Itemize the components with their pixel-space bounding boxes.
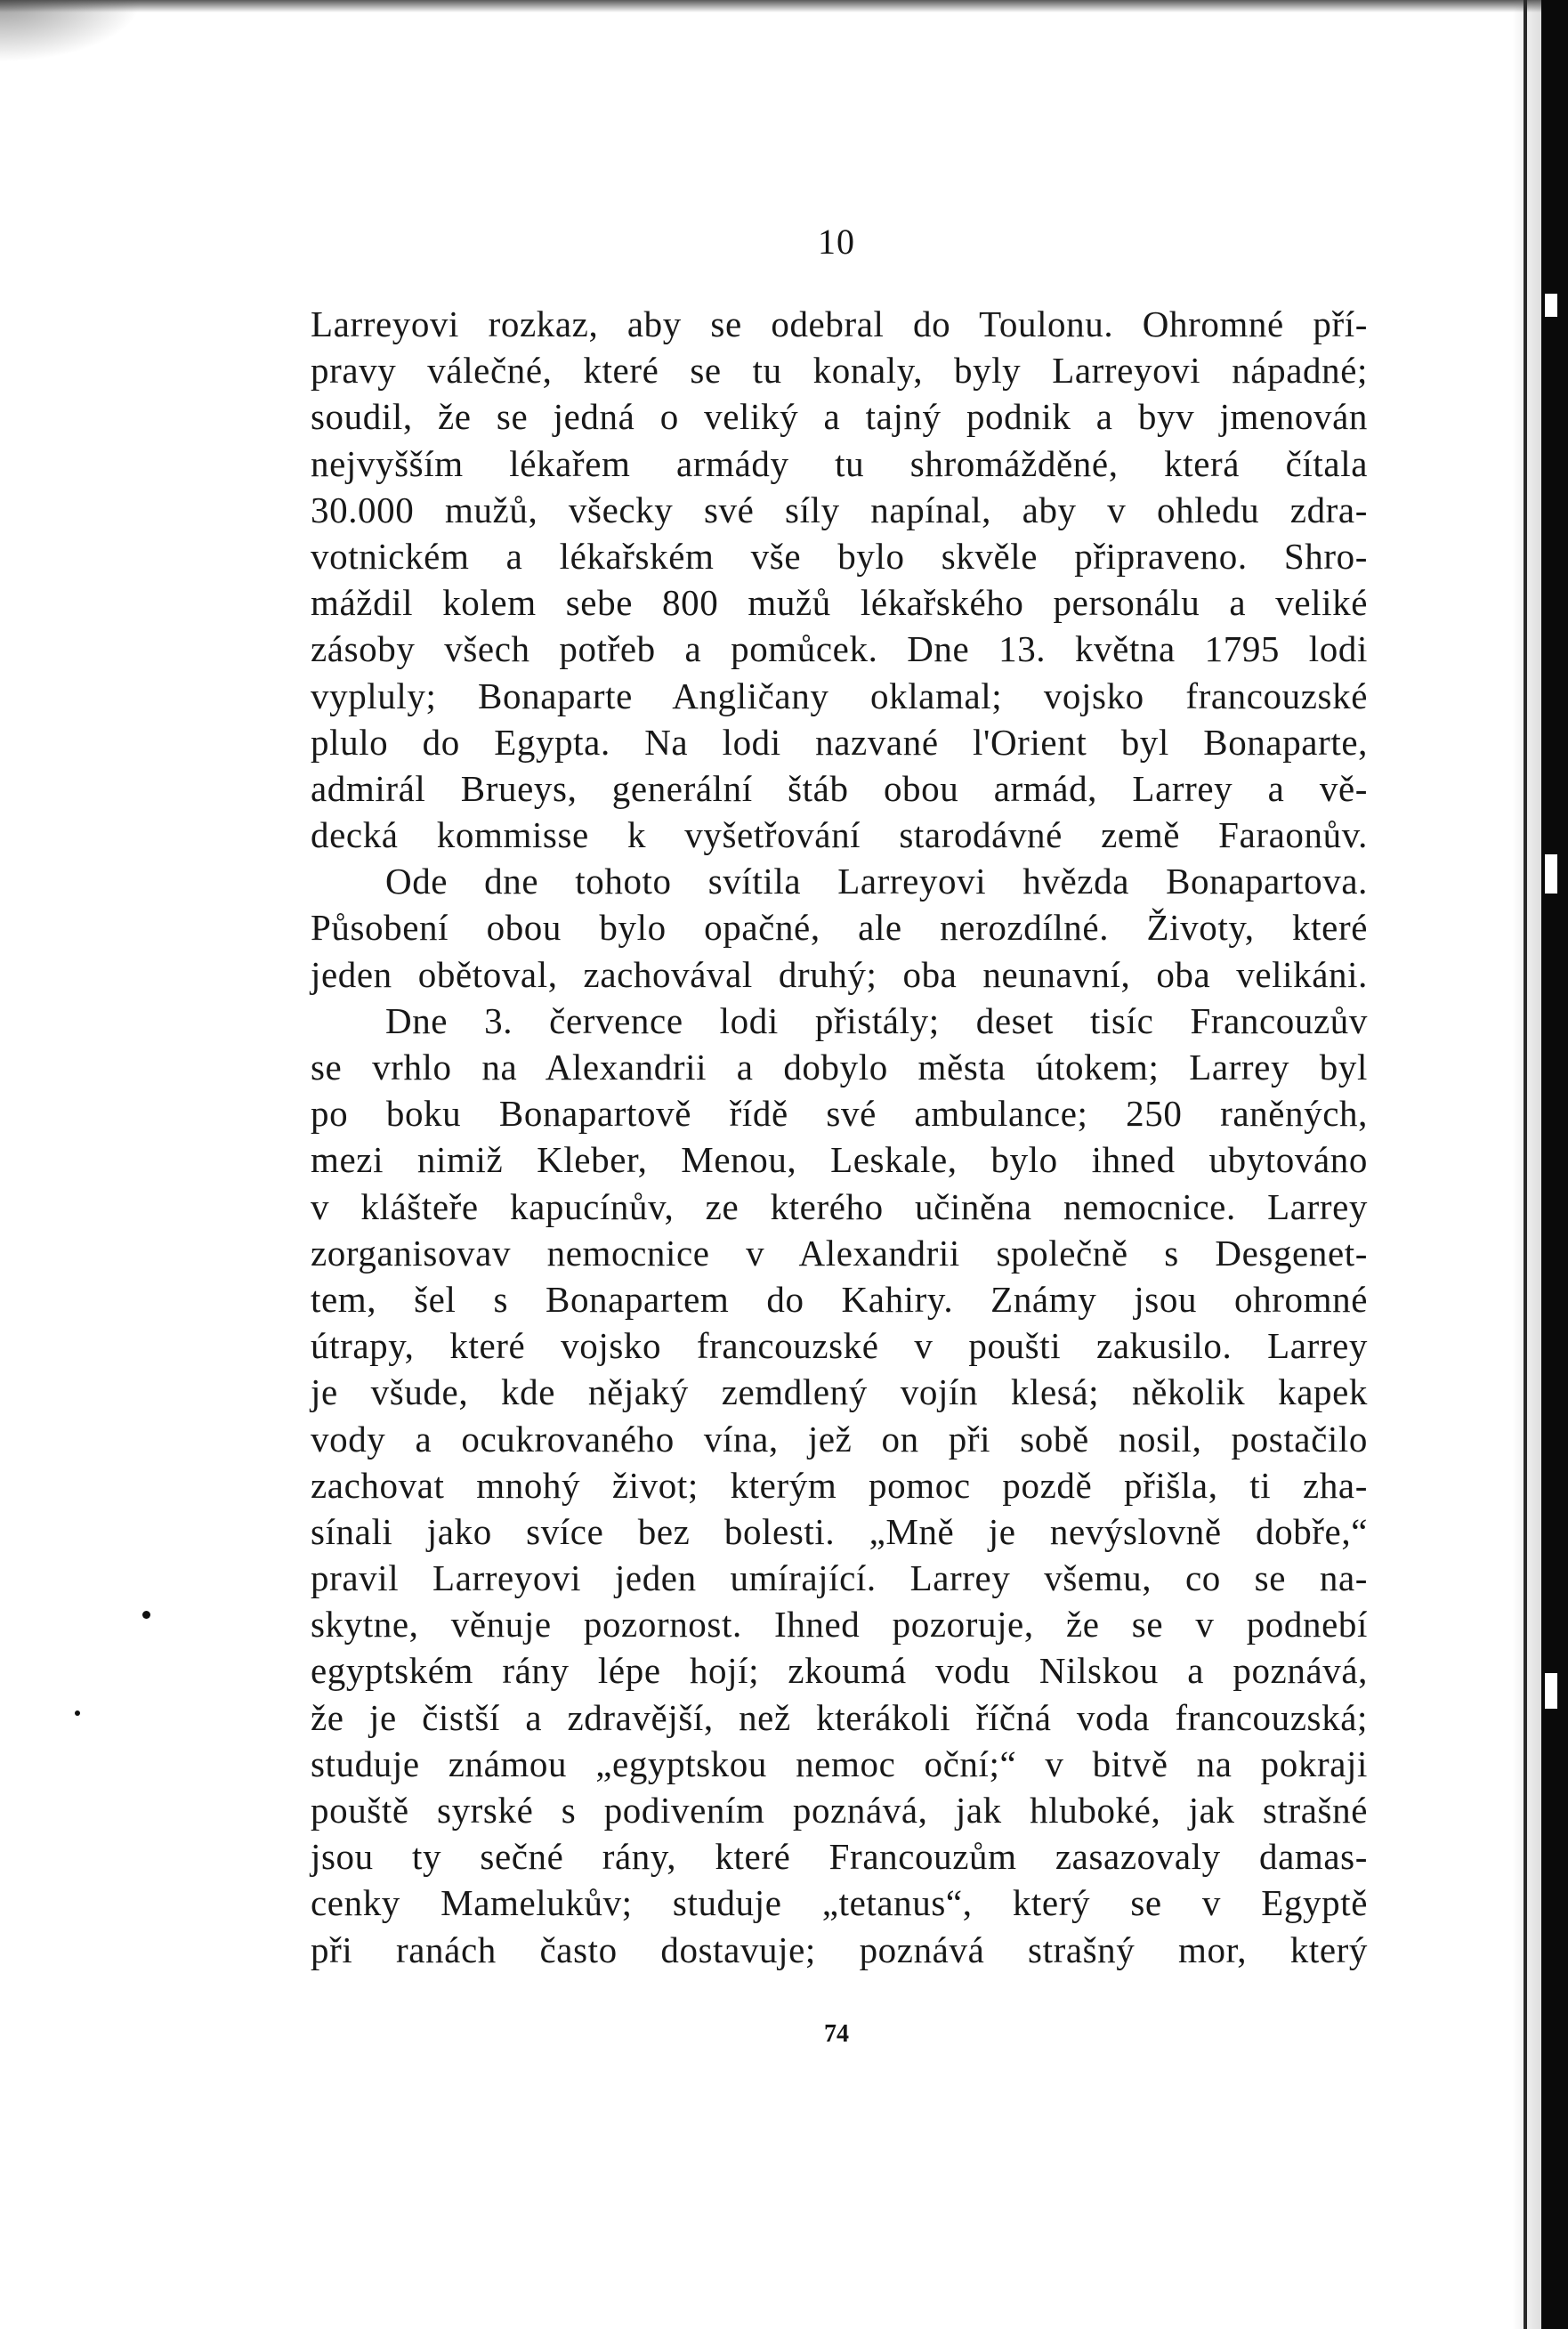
text-line: votnickém a lékařském vše bylo skvěle připraveno. Shro- (311, 535, 1368, 577)
text-line: pouště syrské s podivením poznává, jak hluboké, jak strašné (311, 1790, 1368, 1831)
text-line: 30.000 mužů, všecky své síly napínal, aby v ohledu zdra- (311, 489, 1368, 530)
text-line: soudil, že se jedná o veliký a tajný podnik a byv jmenován (311, 396, 1368, 438)
text-line: máždil kolem sebe 800 mužů lékařského personálu a veliké (311, 582, 1368, 624)
text-line: zorganisovav nemocnice v Alexandrii společně s Desgenet- (311, 1232, 1368, 1274)
text-line: Dne 3. července lodi přistály; deset tisíc Francouzův (385, 999, 1368, 1041)
scan-gutter-line (1524, 0, 1527, 2329)
text-line: jeden obětoval, zachovával druhý; oba neunavní, oba velikáni. (311, 953, 1368, 995)
text-line: pravy válečné, které se tu konaly, byly Larreyovi nápadné; (311, 350, 1368, 392)
dust-speck (142, 1611, 150, 1619)
text-line: decká kommisse k vyšetřování starodávné země Faraonův. (311, 814, 1368, 856)
printer-signature-mark: 74 (824, 2020, 849, 2048)
text-line: zásoby všech potřeb a pomůcek. Dne 13. května 1795 lodi (311, 628, 1368, 670)
text-line: egyptském rány lépe hojí; zkoumá vodu Nilskou a poznává, (311, 1650, 1368, 1692)
text-line: že je čistší a zdravější, než kterákoli říčná voda francouzská; (311, 1696, 1368, 1738)
text-line: tem, šel s Bonapartem do Kahiry. Známy jsou ohromné (311, 1278, 1368, 1320)
text-line: Ode dne tohoto svítila Larreyovi hvězda Bonapartova. (385, 861, 1368, 902)
text-line: sínali jako svíce bez bolesti. „Mně je nevýslovně dobře,“ (311, 1510, 1368, 1552)
text-line: jsou ty sečné rány, které Francouzům zasazovaly damas- (311, 1836, 1368, 1878)
text-line: pravil Larreyovi jeden umírající. Larrey všemu, co se na- (311, 1557, 1368, 1599)
body-text (311, 301, 1368, 1973)
text-line: po boku Bonapartově řídě své ambulance; 250 raněných, (311, 1093, 1368, 1135)
page-number: 10 (818, 222, 855, 262)
scan-corner-smudge (0, 0, 142, 62)
text-line: útrapy, které vojsko francouzské v poušti zakusilo. Larrey (311, 1325, 1368, 1367)
text-line: nejvyšším lékařem armády tu shromážděné, která čítala (311, 442, 1368, 484)
text-line: cenky Mamelukův; studuje „tetanus“, který se v Egyptě (311, 1882, 1368, 1924)
text-line: se vrhlo na Alexandrii a dobylo města útokem; Larrey byl (311, 1047, 1368, 1088)
text-line: Působení obou bylo opačné, ale nerozdílné. Životy, které (311, 907, 1368, 949)
text-line: vypluly; Bonaparte Angličany oklamal; vojsko francouzské (311, 675, 1368, 716)
scan-top-shadow (0, 0, 1568, 12)
dust-speck (75, 1710, 80, 1716)
scan-gutter-shadow (1513, 0, 1541, 2329)
text-line: při ranách často dostavuje; poznává strašný mor, který (311, 1929, 1368, 1970)
text-line: admirál Brueys, generální štáb obou armád, Larrey a vě- (311, 767, 1368, 809)
scan-right-black-edge (1541, 0, 1568, 2329)
text-line: plulo do Egypta. Na lodi nazvané l'Orient byl Bonaparte, (311, 721, 1368, 763)
text-line: studuje známou „egyptskou nemoc oční;“ v bitvě na pokraji (311, 1743, 1368, 1784)
text-line: zachovat mnohý život; kterým pomoc pozdě přišla, ti zha- (311, 1464, 1368, 1506)
text-line: Larreyovi rozkaz, aby se odebral do Toulonu. Ohromné pří- (311, 303, 1368, 344)
text-line: je všude, kde nějaký zemdlený vojín klesá; několik kapek (311, 1371, 1368, 1413)
text-line: vody a ocukrovaného vína, jež on při sobě nosil, postačilo (311, 1418, 1368, 1460)
edge-artifact (1545, 1673, 1557, 1709)
text-line: skytne, věnuje pozornost. Ihned pozoruje, že se v podnebí (311, 1604, 1368, 1646)
edge-artifact (1545, 294, 1557, 317)
edge-artifact (1545, 854, 1557, 894)
text-line: mezi nimiž Kleber, Menou, Leskale, bylo ihned ubytováno (311, 1139, 1368, 1181)
text-line: v klášteře kapucínův, ze kterého učiněna nemocnice. Larrey (311, 1185, 1368, 1227)
